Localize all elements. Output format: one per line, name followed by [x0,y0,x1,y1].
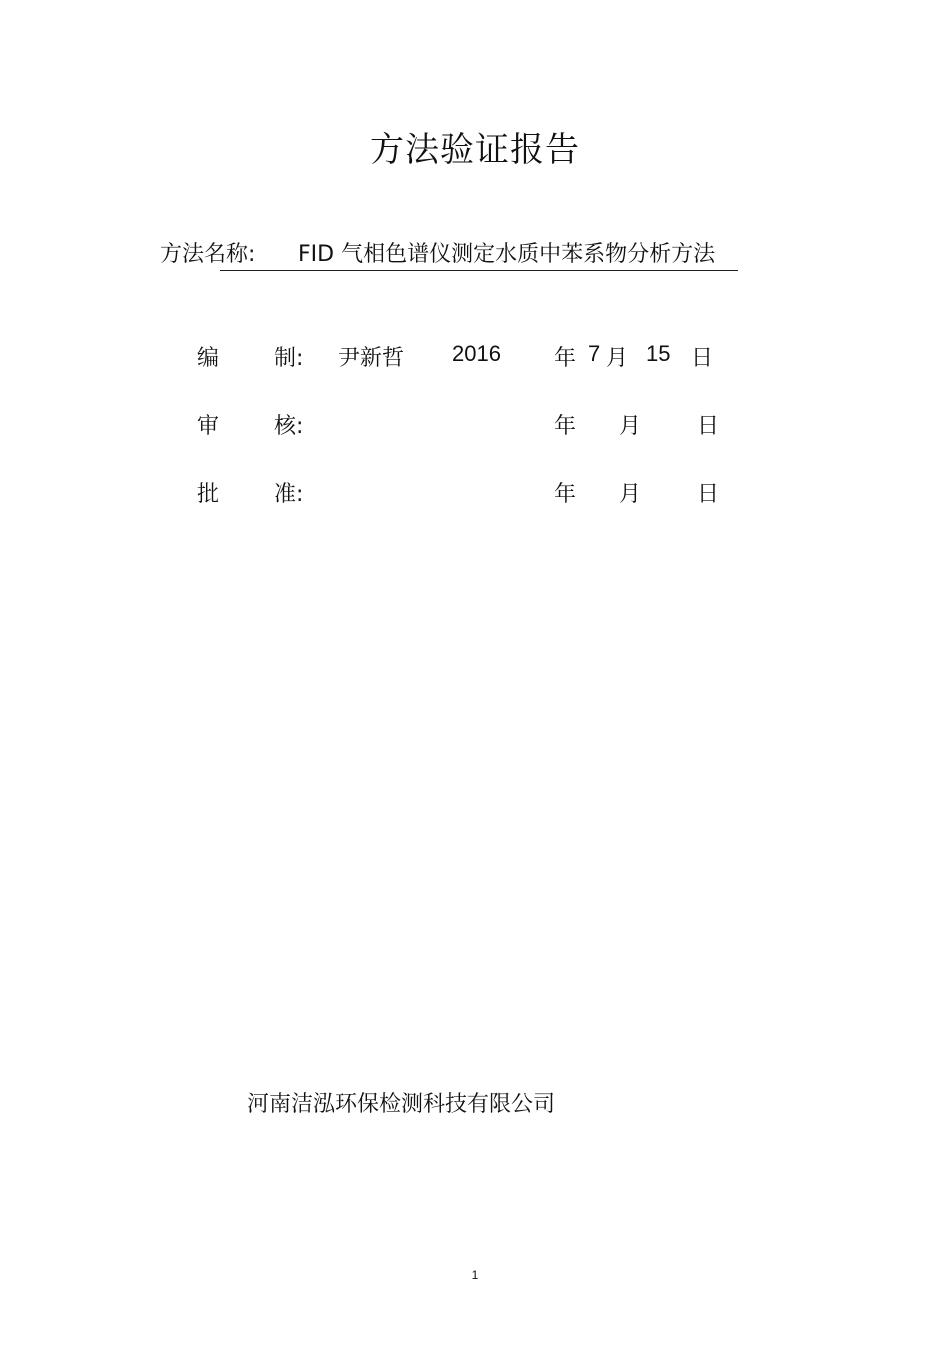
reviewed-year-unit: 年 [554,414,577,439]
compiled-month: 7 [588,341,601,366]
compiled-year: 2016 [452,341,501,366]
document-title: 方法验证报告 [370,130,580,170]
method-name-underline [220,270,738,271]
compiled-label-char2: 制: [274,346,304,371]
compiled-day-unit: 日 [691,346,714,371]
compiled-year-unit: 年 [554,346,577,371]
compiled-day: 15 [646,341,671,366]
page-number: 1 [471,1268,479,1282]
approved-day-unit: 日 [697,482,720,507]
method-name-value: FID 气相色谱仪测定水质中苯系物分析方法 [298,242,716,267]
compiler-name: 尹新哲 [338,346,405,371]
compiled-label-char1: 编 [197,346,220,371]
compiled-month-unit: 月 [606,346,629,371]
reviewed-label-char1: 审 [197,414,220,439]
approved-label-char2: 准: [274,482,304,507]
method-name-label: 方法名称: [160,242,256,267]
reviewed-day-unit: 日 [697,414,720,439]
company-name: 河南洁泓环保检测科技有限公司 [247,1092,556,1117]
reviewed-month-unit: 月 [619,414,642,439]
reviewed-label-char2: 核: [274,414,304,439]
approved-year-unit: 年 [554,482,577,507]
approved-label-char1: 批 [197,482,220,507]
approved-month-unit: 月 [619,482,642,507]
